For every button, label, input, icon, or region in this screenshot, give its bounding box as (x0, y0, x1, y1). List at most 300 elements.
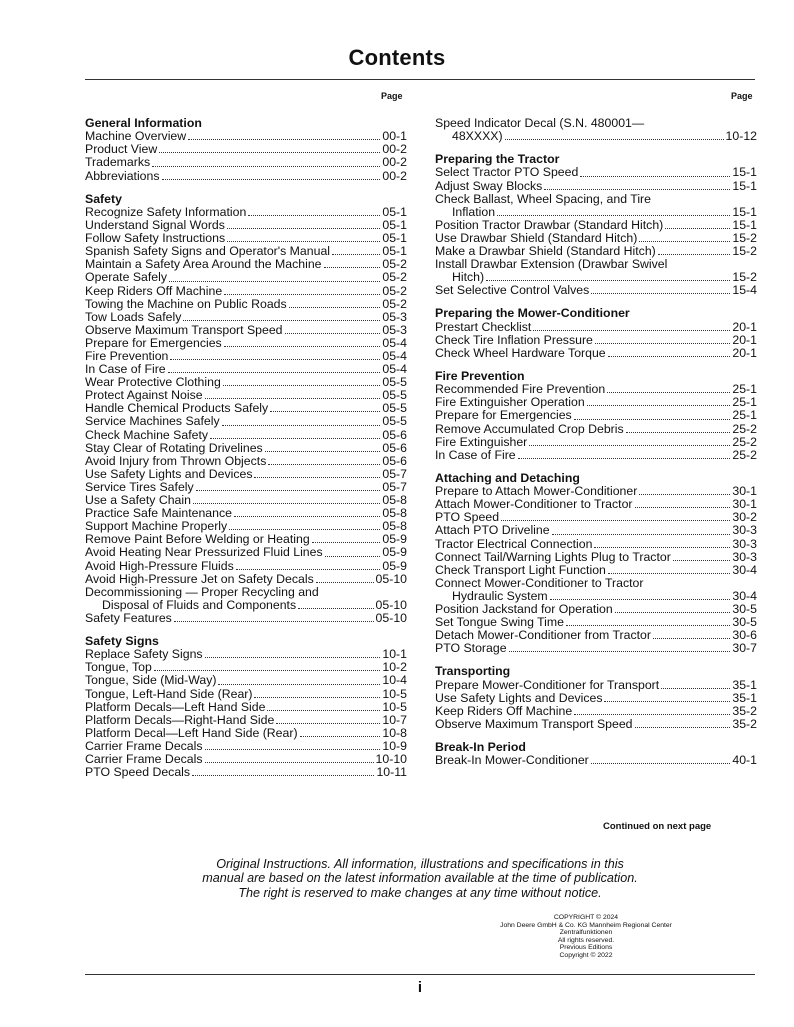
entry-page: 10-5 (382, 700, 407, 714)
entry-title: Tractor Electrical Connection (435, 537, 593, 551)
dot-leader (653, 638, 730, 639)
entry-page: 05-5 (382, 415, 407, 429)
toc-entry[interactable] (85, 143, 407, 156)
toc-entry[interactable] (435, 577, 757, 590)
entry-title: Avoid Injury from Thrown Objects (85, 454, 267, 468)
entry-title: Fire Extinguisher Operation (435, 396, 585, 410)
entry-title: Carrier Frame Decals (85, 739, 203, 753)
entry-title: PTO Speed Decals (85, 766, 191, 780)
dot-leader (205, 762, 374, 763)
toc-entry[interactable] (435, 603, 757, 616)
entry-title: Towing the Machine on Public Roads (85, 297, 287, 311)
dot-leader (268, 464, 380, 465)
entry-title: Tongue, Side (Mid-Way) (85, 674, 217, 688)
toc-entry[interactable] (85, 376, 407, 389)
toc-entry[interactable] (435, 232, 757, 245)
entry-page: 30-1 (732, 485, 757, 499)
dot-leader (486, 280, 730, 281)
entry-title: Carrier Frame Decals (85, 753, 203, 767)
entry-page: 15-2 (732, 245, 757, 259)
entry-title: Use Safety Lights and Devices (85, 467, 253, 481)
entry-page: 05-3 (382, 310, 407, 324)
entry-title: Observe Maximum Transport Speed (85, 323, 283, 337)
dot-leader (234, 516, 380, 517)
toc-entry[interactable] (85, 170, 407, 183)
entry-page: 30-7 (732, 642, 757, 656)
toc-entry[interactable] (435, 245, 757, 258)
toc-entry[interactable] (435, 284, 757, 297)
toc-section (435, 117, 757, 143)
toc-entry[interactable] (85, 507, 407, 520)
toc-entry[interactable] (435, 193, 757, 206)
entry-title: Product View (85, 143, 158, 157)
dot-leader (316, 582, 374, 583)
entry-page: 35-2 (732, 704, 757, 718)
toc-section (435, 665, 757, 731)
entry-page: 05-10 (375, 572, 407, 586)
dot-leader (218, 684, 380, 685)
entry-title: Observe Maximum Transport Speed (435, 717, 633, 731)
entry-page: 35-2 (732, 717, 757, 731)
toc-entry[interactable] (85, 727, 407, 740)
toc-entry[interactable] (85, 271, 407, 284)
entry-title: Use Safety Lights and Devices (435, 691, 603, 705)
toc-entry[interactable] (85, 285, 407, 298)
toc-entry[interactable] (85, 520, 407, 533)
toc-entry[interactable] (85, 245, 407, 258)
dot-leader (604, 701, 730, 702)
toc-entry[interactable] (85, 311, 407, 324)
toc-entry[interactable] (85, 337, 407, 350)
toc-entry[interactable] (85, 206, 407, 219)
toc-entry[interactable] (85, 701, 407, 714)
dot-leader (658, 254, 731, 255)
dot-leader (518, 458, 731, 459)
section-heading: Attaching and Detaching (435, 470, 580, 485)
toc-entry[interactable] (85, 688, 407, 701)
toc-entry[interactable] (435, 449, 757, 462)
toc-entry[interactable] (435, 409, 757, 422)
entry-page: 05-9 (382, 559, 407, 573)
entry-page: 15-2 (732, 231, 757, 245)
section-heading: Fire Prevention (435, 369, 525, 383)
toc-entry[interactable] (435, 383, 757, 396)
toc-section (435, 472, 757, 656)
dot-leader (154, 670, 381, 671)
dot-leader (205, 749, 381, 750)
entry-title: Service Machines Safely (85, 415, 220, 429)
toc-entry[interactable] (85, 546, 407, 559)
entry-title: Hydraulic System (452, 589, 548, 603)
entry-title: Avoid Heating Near Pressurized Fluid Lines (85, 546, 323, 560)
toc-entry[interactable] (435, 334, 757, 347)
toc-entry[interactable] (435, 538, 757, 551)
entry-title: Position Jackstand for Operation (435, 603, 613, 616)
entry-page: 10-4 (382, 674, 407, 688)
copyright-line: All rights reserved. (557, 936, 615, 944)
entry-title: Machine Overview (85, 130, 187, 144)
entry-page: 05-8 (382, 520, 407, 534)
dot-leader (312, 542, 381, 543)
dot-leader (227, 228, 380, 229)
toc-entry[interactable] (85, 258, 407, 271)
entry-title: Replace Safety Signs (85, 648, 203, 662)
entry-title: Prepare for Emergencies (85, 336, 222, 350)
copyright-line: John Deere GmbH & Co. KG Mannheim Regional Center (500, 921, 672, 929)
toc-section (85, 117, 407, 183)
bottom-rule (85, 974, 755, 975)
entry-page: 30-3 (732, 550, 757, 564)
toc-entry[interactable] (85, 573, 407, 586)
entry-title: Prestart Checklist (435, 320, 532, 334)
entry-page: 10-8 (382, 726, 407, 740)
toc-entry[interactable] (435, 564, 757, 577)
entry-page: 10-11 (376, 766, 407, 780)
dot-leader (591, 763, 731, 764)
entry-page: 05-5 (382, 402, 407, 416)
dot-leader (276, 723, 380, 724)
entry-title: Decommissioning — Proper Recycling and (85, 585, 319, 599)
dot-leader (236, 569, 381, 570)
dot-leader (174, 621, 374, 622)
toc-entry[interactable] (85, 740, 407, 753)
toc-entry[interactable] (85, 599, 407, 612)
toc-entry[interactable] (435, 396, 757, 409)
toc-entry[interactable] (435, 166, 757, 179)
dot-leader (509, 651, 731, 652)
toc-entry[interactable] (85, 324, 407, 337)
toc-entry[interactable] (435, 524, 757, 537)
toc-entry[interactable] (85, 363, 407, 376)
toc-entry[interactable] (435, 347, 757, 360)
entry-page: 15-1 (732, 166, 757, 180)
toc-entry[interactable] (435, 551, 757, 564)
section-heading: Safety (85, 191, 122, 206)
entry-title: Make a Drawbar Shield (Standard Hitch) (435, 245, 656, 259)
dot-leader (168, 372, 381, 373)
toc-entry[interactable] (435, 679, 757, 692)
entry-page: 05-1 (382, 219, 407, 233)
dot-leader (183, 320, 380, 321)
entry-title: Set Tongue Swing Time (435, 616, 564, 630)
page-number: i (417, 979, 423, 996)
entry-title: Disposal of Fluids and Components (102, 598, 297, 612)
toc-entry[interactable] (435, 271, 757, 284)
entry-page: 00-2 (382, 169, 407, 183)
dot-leader (608, 573, 730, 574)
dot-leader (574, 419, 731, 420)
dot-leader (615, 612, 731, 613)
dot-leader (289, 307, 381, 308)
entry-title: PTO Storage (435, 642, 507, 656)
toc-entry[interactable] (435, 180, 757, 193)
entry-title: Remove Paint Before Welding or Heating (85, 533, 310, 547)
entry-title: Break-In Mower-Conditioner (435, 754, 589, 768)
entry-title: Prepare to Attach Mower-Conditioner (435, 485, 638, 499)
entry-title: Prepare for Emergencies (435, 409, 572, 423)
toc-entry[interactable] (85, 156, 407, 169)
section-heading: Break-In Period (435, 740, 526, 755)
toc-entry[interactable] (85, 298, 407, 311)
dot-leader (298, 608, 373, 609)
toc-entry[interactable] (85, 402, 407, 415)
toc-entry[interactable] (85, 219, 407, 232)
entry-page: 30-4 (732, 563, 757, 577)
dot-leader (300, 736, 381, 737)
page-column-header-right: Page (731, 91, 753, 101)
dot-leader (254, 477, 380, 478)
toc-entry[interactable] (85, 560, 407, 573)
dot-leader (566, 625, 730, 626)
entry-page: 05-6 (382, 441, 407, 455)
entry-page: 05-7 (382, 480, 407, 494)
entry-page: 15-1 (732, 205, 757, 219)
dot-leader (152, 166, 380, 167)
entry-page: 25-1 (732, 396, 757, 410)
dot-leader (248, 215, 380, 216)
toc-entry[interactable] (435, 705, 757, 718)
section-heading: General Information (85, 116, 202, 130)
toc-entry[interactable] (435, 498, 757, 511)
entry-page: 25-2 (732, 422, 757, 436)
toc-entry[interactable] (435, 219, 757, 232)
entry-page: 10-2 (382, 661, 407, 675)
entry-page: 05-9 (382, 546, 407, 560)
toc-entry[interactable] (85, 533, 407, 546)
entry-page: 25-1 (732, 383, 757, 397)
toc-entry[interactable] (85, 389, 407, 402)
toc-entry[interactable] (435, 629, 757, 642)
dot-leader (594, 547, 730, 548)
dot-leader (635, 507, 731, 508)
toc-entry[interactable] (85, 415, 407, 428)
entry-title: Attach Mower-Conditioner to Tractor (435, 498, 633, 512)
entry-title: Select Tractor PTO Speed (435, 166, 579, 180)
publication-notice (0, 857, 794, 900)
entry-title: Abbreviations (85, 169, 160, 183)
entry-page: 15-2 (732, 271, 757, 285)
entry-page: 25-2 (732, 435, 757, 449)
entry-title: Avoid High-Pressure Fluids (85, 559, 234, 573)
toc-entry[interactable] (85, 442, 407, 455)
entry-title: Recognize Safety Information (85, 205, 247, 219)
dot-leader (188, 139, 380, 140)
toc-entry[interactable] (85, 429, 407, 442)
toc-entry[interactable] (435, 642, 757, 655)
toc-entry[interactable] (435, 754, 757, 767)
entry-title: Check Machine Safety (85, 428, 209, 442)
toc-entry[interactable] (85, 232, 407, 245)
entry-page: 00-2 (382, 156, 407, 170)
dot-leader (210, 438, 380, 439)
dot-leader (501, 520, 730, 521)
dot-leader (665, 228, 730, 229)
entry-page: 05-9 (382, 533, 407, 547)
toc-entry[interactable] (85, 468, 407, 481)
entry-page: 05-8 (382, 494, 407, 508)
entry-title: Practice Safe Maintenance (85, 507, 232, 521)
entry-page: 30-6 (732, 629, 757, 643)
entry-title: Prepare Mower-Conditioner for Transport (435, 678, 660, 692)
copyright-line: COPYRIGHT © 2024 (553, 914, 619, 921)
entry-title: Safety Features (85, 611, 172, 625)
entry-title: Platform Decals—Left Hand Side (85, 700, 266, 714)
toc-entry[interactable] (435, 616, 757, 629)
toc-entry[interactable] (85, 455, 407, 468)
entry-page: 20-1 (732, 333, 757, 347)
copyright-line: Copyright © 2022 (559, 951, 613, 959)
dot-leader (635, 727, 731, 728)
entry-title: In Case of Fire (435, 448, 516, 462)
entry-title: Set Selective Control Valves (435, 284, 590, 298)
entry-title: 48XXXX) (452, 130, 503, 144)
copyright-line: Previous Editions (559, 944, 613, 952)
entry-title: Use Drawbar Shield (Standard Hitch) (435, 231, 638, 245)
toc-entry[interactable] (435, 436, 757, 449)
entry-page: 25-1 (732, 409, 757, 423)
entry-page: 35-1 (732, 691, 757, 705)
toc-entry[interactable] (85, 612, 407, 625)
dot-leader (574, 714, 730, 715)
toc-entry[interactable] (435, 692, 757, 705)
entry-page: 10-12 (725, 130, 757, 144)
dot-leader (254, 697, 380, 698)
entry-title: Platform Decal—Left Hand Side (Rear) (85, 726, 298, 740)
entry-page: 05-7 (382, 467, 407, 481)
entry-title: Fire Extinguisher (435, 435, 528, 449)
entry-page: 05-4 (382, 336, 407, 350)
entry-title: Detach Mower-Conditioner from Tractor (435, 629, 651, 643)
entry-page: 05-4 (382, 350, 407, 363)
entry-page: 10-5 (382, 687, 407, 701)
entry-title: In Case of Fire (85, 363, 166, 377)
entry-title: Check Tire Inflation Pressure (435, 333, 593, 347)
entry-page: 05-1 (382, 245, 407, 259)
entry-title: Fire Prevention (85, 350, 169, 363)
entry-title: PTO Speed (435, 511, 500, 525)
dot-leader (193, 503, 380, 504)
dot-leader (324, 267, 381, 268)
entry-page: 30-3 (732, 524, 757, 538)
dot-leader (595, 343, 730, 344)
entry-page: 05-8 (382, 507, 407, 521)
toc-section (435, 370, 757, 462)
toc-entry[interactable] (435, 117, 757, 130)
entry-page: 40-1 (732, 754, 757, 768)
dot-leader (639, 494, 730, 495)
entry-title: Position Tractor Drawbar (Standard Hitch) (435, 218, 664, 232)
toc-entry[interactable] (85, 753, 407, 766)
entry-page: 30-2 (732, 511, 757, 525)
dot-leader (497, 215, 730, 216)
dot-leader (608, 356, 731, 357)
dot-leader (529, 445, 730, 446)
page-title: Contents (348, 45, 446, 70)
toc-entry[interactable] (85, 350, 407, 363)
toc-entry[interactable] (435, 206, 757, 219)
entry-title: Connect Tail/Warning Lights Plug to Tractor (435, 550, 671, 564)
toc-entry[interactable] (435, 423, 757, 436)
notice-line: Original Instructions. All information, illustrations and specifications in this (216, 857, 624, 871)
toc-entry[interactable] (85, 648, 407, 661)
entry-title: Tow Loads Safely (85, 310, 182, 324)
toc-entry[interactable] (85, 130, 407, 143)
toc-entry[interactable] (435, 718, 757, 731)
entry-page: 20-1 (732, 320, 757, 334)
toc-entry[interactable] (85, 494, 407, 507)
entry-page: 05-10 (375, 598, 407, 612)
entry-page: 05-6 (382, 454, 407, 468)
entry-title: Adjust Sway Blocks (435, 179, 543, 193)
copyright-block (486, 914, 686, 960)
entry-title: Platform Decals—Right-Hand Side (85, 713, 275, 727)
dot-leader (227, 241, 380, 242)
toc-entry[interactable] (435, 258, 757, 271)
entry-title: Maintain a Safety Area Around the Machine (85, 258, 322, 272)
dot-leader (580, 176, 730, 177)
toc-section (435, 741, 757, 767)
dot-leader (661, 688, 730, 689)
toc-entry[interactable] (85, 586, 407, 599)
toc-section (85, 193, 407, 625)
toc-entry[interactable] (435, 130, 757, 143)
entry-title: Recommended Fire Prevention (435, 383, 606, 397)
toc-entry[interactable] (435, 511, 757, 524)
toc-entry[interactable] (435, 485, 757, 498)
dot-leader (267, 710, 380, 711)
entry-title: Handle Chemical Products Safely (85, 402, 269, 416)
entry-title: Protect Against Noise (85, 389, 203, 403)
toc-entry[interactable] (85, 661, 407, 674)
dot-leader (224, 346, 381, 347)
dot-leader (205, 398, 381, 399)
entry-title: Install Drawbar Extension (Drawbar Swivel (435, 258, 668, 272)
dot-leader (607, 392, 730, 393)
entry-page: 05-1 (382, 232, 407, 246)
entry-page: 30-4 (732, 589, 757, 603)
toc-entry[interactable] (85, 481, 407, 494)
section-heading: Transporting (435, 664, 511, 679)
dot-leader (673, 560, 731, 561)
dot-leader (162, 179, 381, 180)
dot-leader (505, 139, 724, 140)
toc-entry[interactable] (85, 674, 407, 687)
toc-entry[interactable] (435, 321, 757, 334)
dot-leader (285, 333, 381, 334)
entry-page: 20-1 (732, 346, 757, 360)
toc-entry[interactable] (85, 714, 407, 727)
toc-entry[interactable] (435, 590, 757, 603)
toc-entry[interactable] (85, 766, 407, 779)
dot-leader (222, 425, 381, 426)
entry-page: 10-1 (382, 648, 407, 662)
dot-leader (544, 189, 730, 190)
dot-leader (229, 529, 380, 530)
entry-title: Keep Riders Off Machine (435, 704, 573, 718)
entry-title: Tongue, Left-Hand Side (Rear) (85, 687, 253, 701)
entry-page: 05-4 (382, 363, 407, 377)
dot-leader (626, 432, 731, 433)
entry-page: 05-2 (382, 258, 407, 272)
section-heading: Preparing the Tractor (435, 152, 560, 167)
entry-page: 30-3 (732, 537, 757, 551)
section-heading: Preparing the Mower-Conditioner (435, 306, 630, 321)
entry-page: 05-10 (375, 611, 407, 625)
notice-line: manual are based on the latest information available at the time of publication. (202, 871, 638, 886)
entry-title: Service Tires Safely (85, 480, 194, 494)
toc-section (85, 635, 407, 779)
entry-page: 00-1 (382, 130, 407, 144)
